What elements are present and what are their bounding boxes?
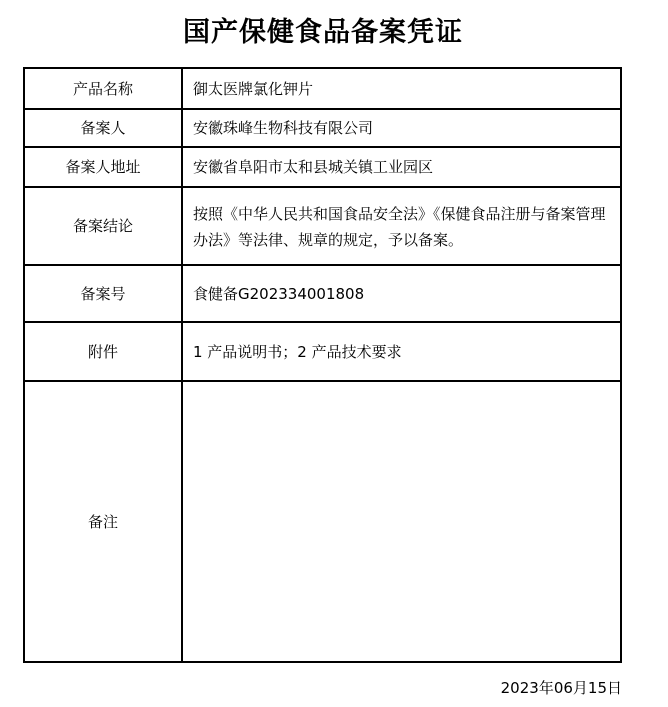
document-title: 国产保健食品备案凭证	[183, 17, 463, 48]
value-attachments: 1 产品说明书；2 产品技术要求	[182, 322, 621, 381]
value-filer: 安徽珠峰生物科技有限公司	[182, 109, 621, 147]
label-filer-address: 备案人地址	[24, 147, 182, 187]
value-remarks	[182, 381, 621, 662]
value-product-name: 御太医牌氯化钾片	[182, 68, 621, 109]
label-remarks: 备注	[24, 381, 182, 662]
issue-date: 2023年06月15日	[500, 679, 622, 697]
label-record-number: 备案号	[24, 265, 182, 322]
label-attachments: 附件	[24, 322, 182, 381]
record-table	[23, 67, 622, 663]
table-row-remarks	[24, 381, 621, 662]
value-record-number: 食健备G202334001808	[182, 265, 621, 322]
table-row-record-number	[24, 265, 621, 322]
table-row-filer	[24, 109, 621, 147]
table-row-product-name	[24, 68, 621, 109]
table-row-filer-address	[24, 147, 621, 187]
label-filer: 备案人	[24, 109, 182, 147]
value-conclusion: 按照《中华人民共和国食品安全法》《保健食品注册与备案管理办法》等法律、规章的规定，予以备案。	[182, 187, 621, 265]
value-filer-address: 安徽省阜阳市太和县城关镇工业园区	[182, 147, 621, 187]
table-row-attachments	[24, 322, 621, 381]
label-product-name: 产品名称	[24, 68, 182, 109]
table-row-conclusion	[24, 187, 621, 265]
label-conclusion: 备案结论	[24, 187, 182, 265]
